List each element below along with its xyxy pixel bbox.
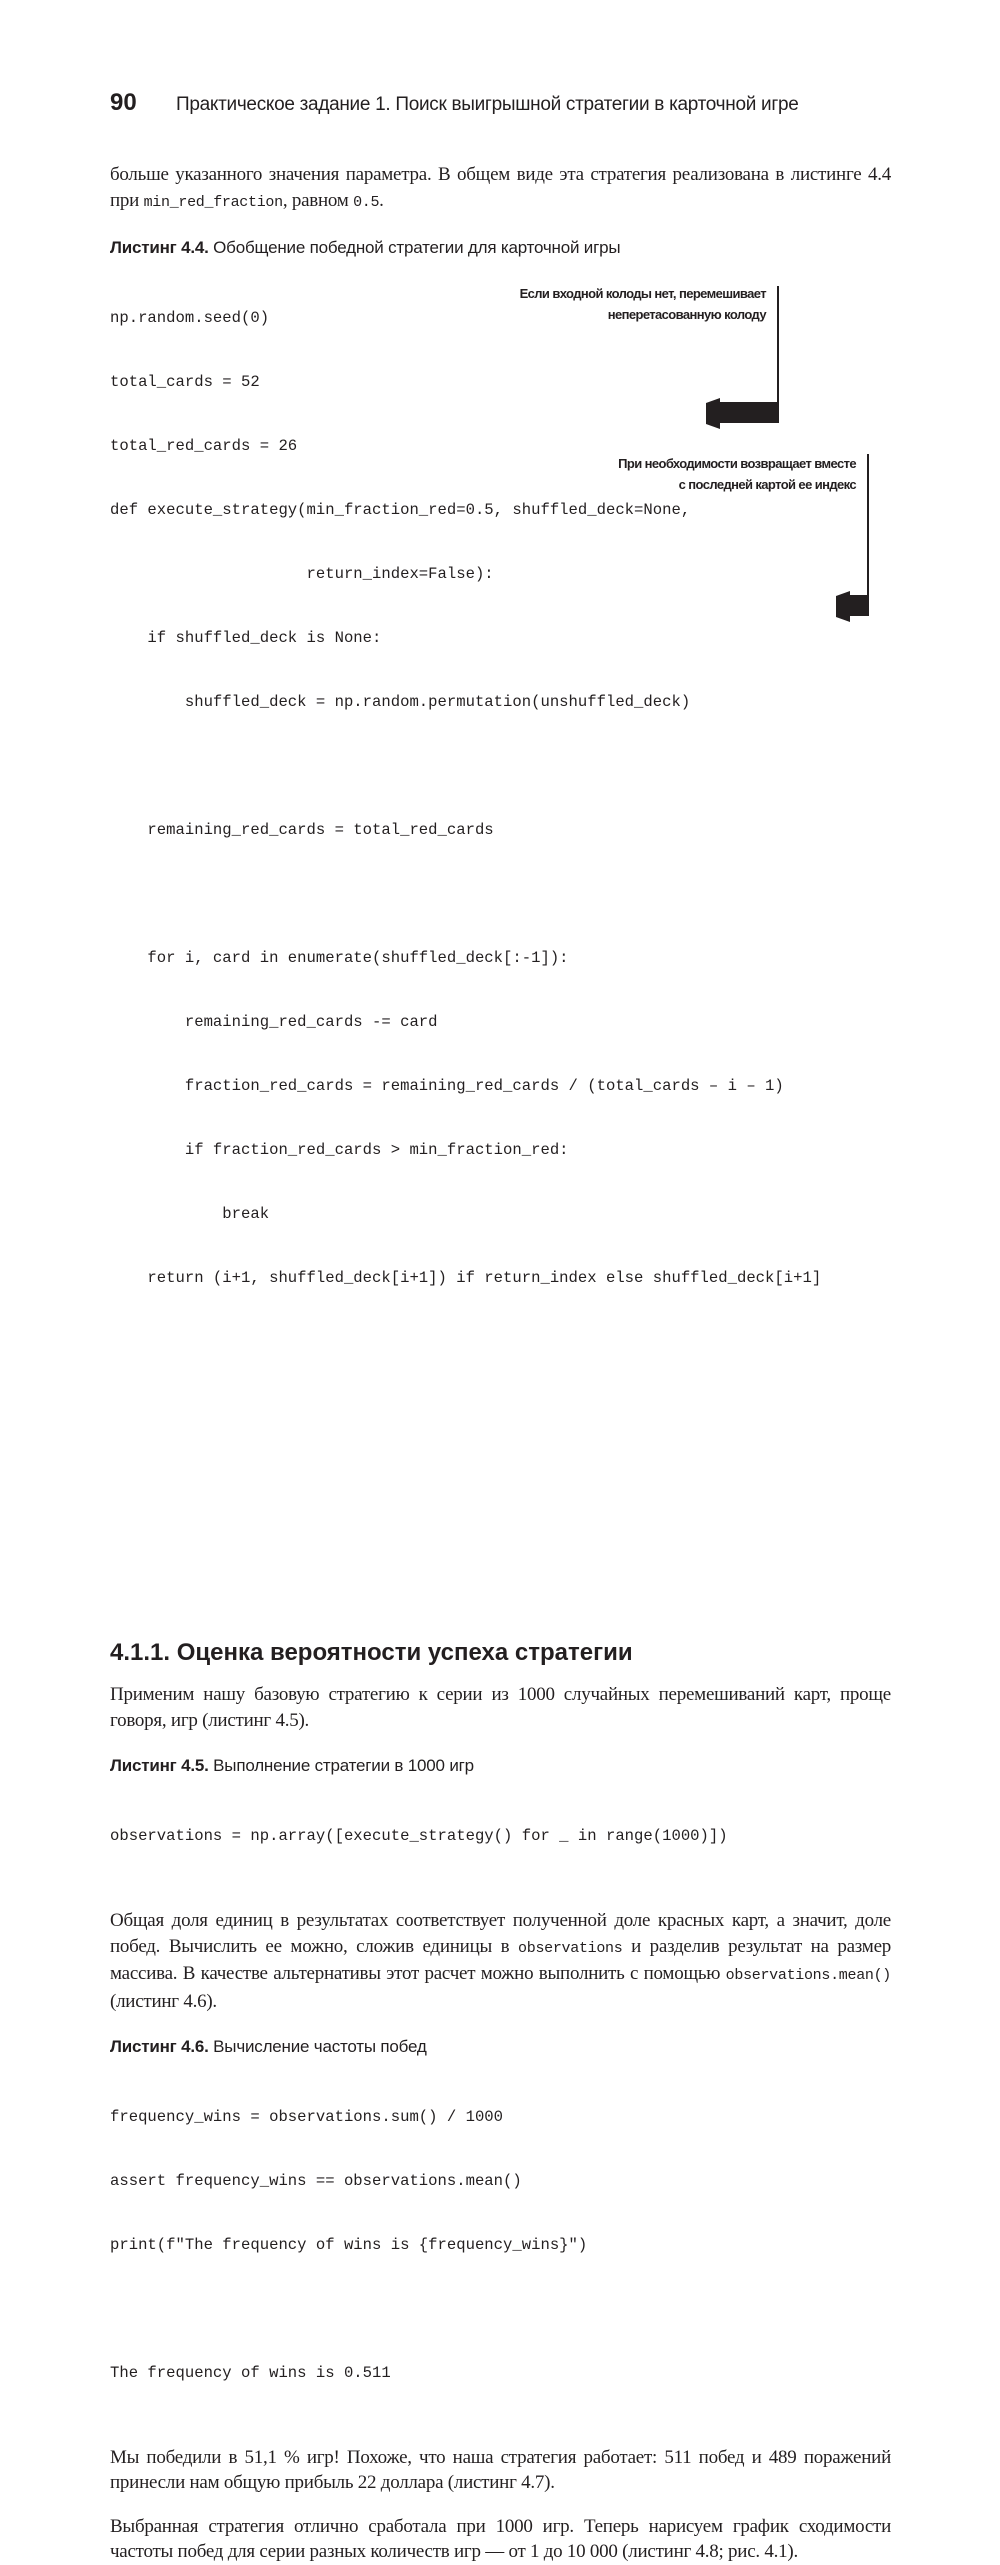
inline-code: 0.5: [353, 193, 380, 211]
code-line: if fraction_red_cards > min_fraction_red:: [110, 1141, 569, 1160]
code-line: assert frequency_wins == observations.mean(): [110, 2171, 522, 2190]
code-line: fraction_red_cards = remaining_red_cards / (total_cards – i – 1): [110, 1077, 784, 1096]
code-line: return_index=False):: [110, 564, 494, 583]
code-line: [110, 884, 891, 905]
running-header-bar: [110, 88, 891, 120]
listing-4-6-caption: [110, 2036, 891, 2058]
page-number: 90: [110, 89, 137, 116]
listing-4-4-code: [110, 265, 891, 1588]
code-line: return (i+1, shuffled_deck[i+1]) if return_index else shuffled_deck[i+1]: [110, 1269, 822, 1288]
code-line: remaining_red_cards = total_red_cards: [110, 820, 494, 839]
code-line: np.random.seed(0): [110, 308, 270, 327]
inline-code: observations.mean(): [725, 1967, 891, 1985]
page: [110, 0, 891, 2565]
annotation-connector: [718, 402, 779, 423]
text: больше указанного значения параметра. В общем виде эта стратегия реализована в листинге 4.4 при: [110, 164, 891, 211]
text: Общая доля единиц в результатах соответствует полученной доле красных карт, а значит, доле побед. Вычислить ее можно, сложив единицы в: [110, 1910, 891, 1957]
paragraph-intro: [110, 162, 891, 215]
code-line: total_red_cards = 26: [110, 436, 298, 455]
annotation-line: неперетасованную колоду: [607, 307, 766, 323]
listing-4-6-code: [110, 2064, 891, 2427]
annotation-line: с последней картой ее индекс: [678, 477, 856, 493]
annotation-shuffle: [520, 284, 766, 327]
arrow-left-icon: [706, 398, 720, 429]
text: .: [379, 189, 384, 211]
code-line: observations = np.array([execute_strategy() for _ in range(1000)]): [110, 1827, 728, 1845]
code-line: break: [110, 1205, 270, 1224]
text: и разделив результат на размер массива. В качестве альтернативы этот расчет можно выполнить с помощью: [110, 1935, 892, 1985]
caption-label: Листинг 4.6.: [110, 2037, 209, 2057]
code-line: def execute_strategy(min_fraction_red=0.5, shuffled_deck=None,: [110, 500, 691, 519]
code-output: The frequency of wins is 0.511: [110, 2363, 391, 2382]
inline-code: min_red_fraction: [143, 193, 283, 211]
code-line: for i, card in enumerate(shuffled_deck[:-1]):: [110, 949, 569, 967]
caption-text: Обобщение победной стратегии для карточной игры: [208, 238, 621, 257]
code-line: frequency_wins = observations.sum() / 1000: [110, 2107, 504, 2126]
annotation-line: Если входной колоды нет, перемешивает: [519, 286, 766, 301]
caption-label: Листинг 4.5.: [110, 1756, 209, 1776]
listing-4-4-caption: [110, 237, 891, 259]
arrow-left-icon: [836, 591, 850, 622]
inline-code: observations: [518, 1939, 623, 1957]
paragraph: [110, 1908, 891, 2014]
text: , равном: [282, 189, 354, 211]
caption-text: Выполнение стратегии в 1000 игр: [208, 1756, 474, 1776]
annotation-connector: [867, 454, 869, 597]
caption-label: Листинг 4.4.: [110, 238, 209, 257]
listing-4-5-code: [110, 1783, 891, 1890]
code-line: total_cards = 52: [110, 372, 260, 391]
annotation-return-index: [618, 454, 856, 497]
code-line: if shuffled_deck is None:: [110, 628, 382, 647]
running-header: Практическое задание 1. Поиск выигрышной стратегии в карточной игре: [176, 94, 799, 115]
paragraph: Выбранная стратегия отлично сработала при 1000 игр. Теперь нарисуем график сходимости частоты побед для серии разных количеств игр — от 1 до 10 000 (листинг 4.8; рис. 4.1).: [110, 2515, 891, 2563]
code-line: remaining_red_cards -= card: [110, 1013, 438, 1032]
paragraph: Применим нашу базовую стратегию к серии из 1000 случайных перемешиваний карт, проще говоря, игр (листинг 4.5).: [110, 1684, 891, 1731]
code-line: [110, 2299, 891, 2320]
code-line: [110, 756, 891, 777]
paragraph: Мы победили в 51,1 % игр! Похоже, что наша стратегия работает: 511 побед и 489 поражений принесли нам общую прибыль 22 доллара (листинг 4.7).: [110, 2446, 891, 2494]
code-line: print(f"The frequency of wins is {frequency_wins}"): [110, 2235, 588, 2254]
listing-4-5-caption: [110, 1755, 891, 1777]
annotation-connector: [848, 595, 869, 616]
text: (листинг 4.6).: [110, 1990, 217, 2012]
code-line: shuffled_deck = np.random.permutation(unshuffled_deck): [110, 692, 691, 711]
section-heading: 4.1.1. Оценка вероятности успеха стратегии: [110, 1639, 633, 1667]
annotation-connector: [777, 286, 779, 404]
caption-text: Вычисление частоты побед: [208, 2037, 427, 2057]
annotation-line: При необходимости возвращает вместе: [618, 456, 856, 471]
